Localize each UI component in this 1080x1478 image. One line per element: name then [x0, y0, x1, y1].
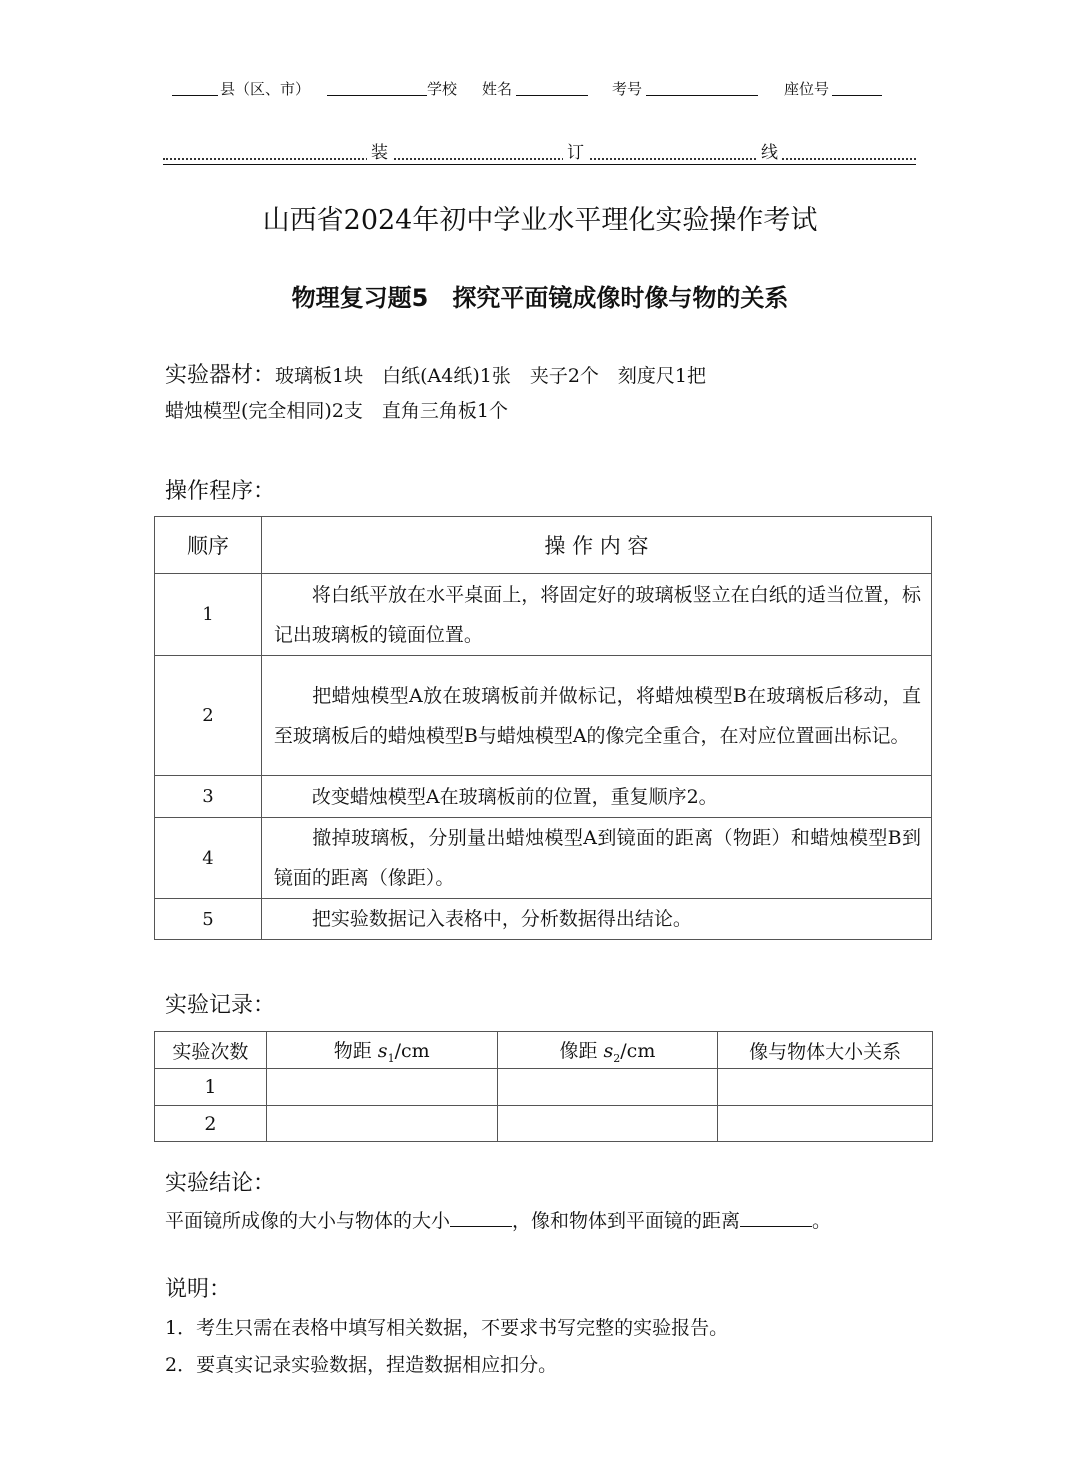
procedure-label: 操作程序：: [165, 479, 276, 504]
object-distance-header: 物距 $s_1/cm$: [266, 1032, 497, 1069]
record-label: 实验记录：: [165, 993, 276, 1018]
exam-no-label: 考号: [612, 80, 643, 98]
content-header: 操 作 内 容: [261, 517, 931, 574]
step-number: 5: [155, 899, 262, 940]
procedure-table: [154, 516, 932, 940]
school-blank[interactable]: [327, 95, 427, 96]
note-item-1: 1．考生只需在表格中填写相关数据，不要求书写完整的实验报告。: [165, 1317, 729, 1339]
size-relation-blank[interactable]: [450, 1208, 512, 1227]
image-distance-cell[interactable]: [497, 1069, 718, 1106]
name-label: 姓名: [482, 80, 513, 98]
binding-solid-line: [163, 164, 916, 165]
step-number: 4: [155, 818, 262, 899]
equipment-label: 实验器材：: [165, 363, 276, 388]
step-text: 把实验数据记入表格中，分析数据得出结论。: [261, 899, 931, 940]
binding-line: [163, 138, 916, 168]
size-relation-header: 像与物体大小关系: [718, 1032, 933, 1069]
table-row: [155, 899, 932, 940]
step-number: 2: [155, 656, 262, 776]
image-distance-cell[interactable]: [497, 1106, 718, 1142]
seat-blank[interactable]: [832, 95, 882, 96]
exam-no-blank[interactable]: [646, 95, 758, 96]
county-blank[interactable]: [172, 95, 218, 96]
notes-label: 说明：: [165, 1277, 232, 1302]
conclusion-part-2: ，像和物体到平面镜的距离: [512, 1210, 741, 1232]
object-distance-cell[interactable]: [266, 1106, 497, 1142]
record-header-row: [155, 1032, 933, 1069]
conclusion-label: 实验结论：: [165, 1171, 276, 1196]
binding-char-zhuang: 装: [367, 138, 392, 163]
size-relation-cell[interactable]: [718, 1069, 933, 1106]
school-label: 学校: [427, 80, 458, 98]
step-text: 把蜡烛模型A放在玻璃板前并做标记，将蜡烛模型B在玻璃板后移动，直至玻璃板后的蜡烛模型B与蜡烛模型A的像完全重合，在对应位置画出标记。: [261, 656, 931, 776]
object-distance-cell[interactable]: [266, 1069, 497, 1106]
table-row: [155, 776, 932, 818]
order-header: 顺序: [155, 517, 262, 574]
step-text: 撤掉玻璃板，分别量出蜡烛模型A到镜面的距离（物距）和蜡烛模型B到镜面的距离（像距）。: [261, 818, 931, 899]
step-number: 1: [155, 574, 262, 656]
step-text: 将白纸平放在水平桌面上，将固定好的玻璃板竖立在白纸的适当位置，标记出玻璃板的镜面位置。: [261, 574, 931, 656]
step-number: 3: [155, 776, 262, 818]
trial-number: 2: [155, 1106, 267, 1142]
page-subtitle: 物理复习题5 探究平面镜成像时像与物的关系: [291, 284, 789, 312]
table-row: [155, 1069, 933, 1106]
binding-char-ding: 订: [563, 138, 588, 163]
equipment-section: [165, 358, 706, 389]
equipment-line-1: 玻璃板1块 白纸(A4纸)1张 夹子2个 刻度尺1把: [275, 365, 707, 387]
conclusion-sentence: [165, 1206, 831, 1233]
distance-relation-blank[interactable]: [740, 1208, 812, 1227]
step-text: 改变蜡烛模型A在玻璃板前的位置，重复顺序2。: [261, 776, 931, 818]
page-title: 山西省2024年初中学业水平理化实验操作考试: [262, 205, 818, 236]
table-row: [155, 818, 932, 899]
conclusion-part-3: 。: [812, 1210, 832, 1232]
trial-count-header: 实验次数: [155, 1032, 267, 1069]
procedure-header-row: [155, 517, 932, 574]
equipment-line-2: 蜡烛模型(完全相同)2支 直角三角板1个: [165, 400, 509, 422]
seat-label: 座位号: [784, 80, 830, 98]
size-relation-cell[interactable]: [718, 1106, 933, 1142]
conclusion-part-1: 平面镜所成像的大小与物体的大小: [165, 1210, 451, 1232]
table-row: [155, 1106, 933, 1142]
county-label: 县（区、市）: [220, 80, 311, 98]
image-distance-header: 像距 $s_2/cm$: [497, 1032, 718, 1069]
record-table: [154, 1031, 933, 1142]
exam-info-header: [172, 76, 892, 102]
name-blank[interactable]: [516, 95, 588, 96]
trial-number: 1: [155, 1069, 267, 1106]
note-item-2: 2．要真实记录实验数据，捏造数据相应扣分。: [165, 1354, 558, 1376]
binding-dotted-line: [163, 158, 916, 160]
binding-char-xian: 线: [757, 138, 782, 163]
table-row: [155, 656, 932, 776]
table-row: [155, 574, 932, 656]
